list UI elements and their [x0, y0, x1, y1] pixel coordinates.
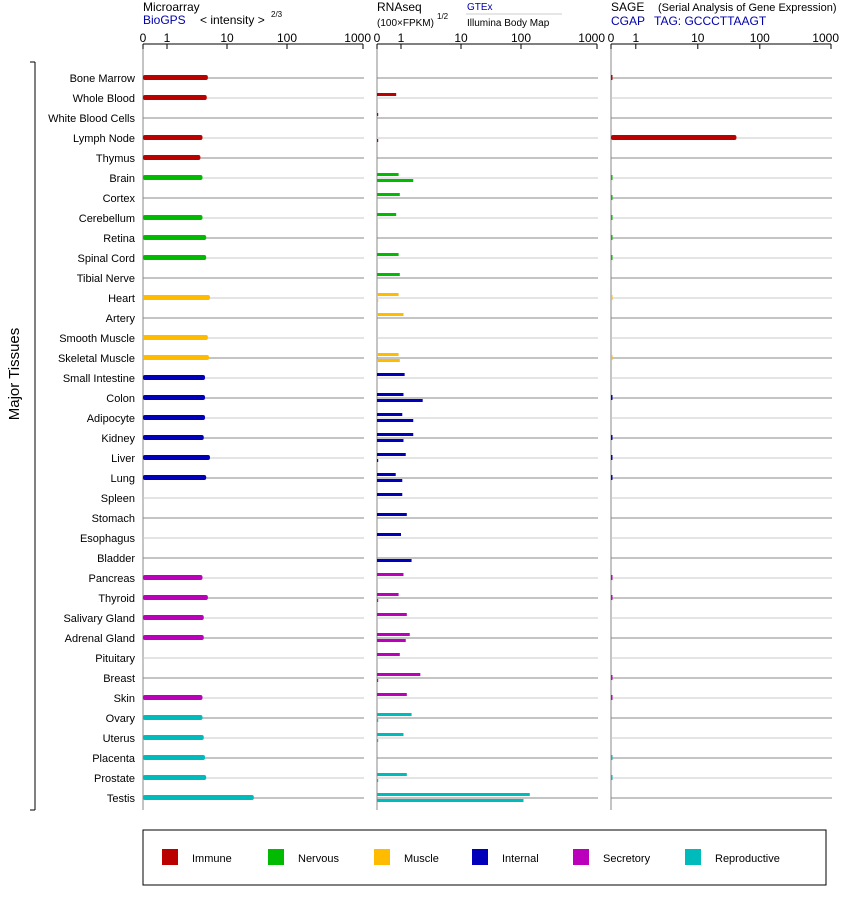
- microarray-bar: [143, 715, 202, 720]
- rnaseq-gtex-bar: [377, 713, 412, 716]
- tissue-label: Testis: [106, 793, 135, 805]
- tissue-label: Heart: [108, 293, 135, 305]
- rnaseq-tick-label: 1000: [578, 31, 605, 45]
- microarray-bar: [143, 255, 206, 260]
- rnaseq-source-gtex: GTEx: [467, 2, 493, 13]
- tissue-label: Tibial Nerve: [76, 273, 135, 285]
- sage-bar: [611, 475, 613, 480]
- microarray-bar: [143, 695, 202, 700]
- microarray-bar: [143, 755, 205, 760]
- rnaseq-gtex-bar: [377, 393, 403, 396]
- rnaseq-bodymap-bar: [377, 419, 413, 422]
- rnaseq-gtex-bar: [377, 793, 530, 796]
- rnaseq-gtex-bar: [377, 113, 378, 116]
- rnaseq-gtex-bar: [377, 733, 403, 736]
- microarray-tick-label: 0: [139, 31, 147, 45]
- sage-tick-label: 1: [632, 31, 640, 45]
- rnaseq-bodymap-bar: [377, 359, 400, 362]
- rnaseq-gtex-bar: [377, 213, 396, 216]
- microarray-bar: [143, 595, 208, 600]
- rnaseq-gtex-bar: [377, 573, 403, 576]
- rnaseq-gtex-bar: [377, 173, 399, 176]
- rnaseq-gtex-bar: [377, 93, 396, 96]
- microarray-bar: [143, 355, 209, 360]
- tissue-label: Skin: [113, 693, 135, 705]
- y-axis-label: Major Tissues: [6, 327, 23, 421]
- rnaseq-bodymap-bar: [377, 719, 378, 722]
- tissue-label: Ovary: [105, 713, 135, 725]
- rnaseq-bodymap-bar: [377, 439, 403, 442]
- tissue-label: Lung: [110, 473, 135, 485]
- rnaseq-bodymap-bar: [377, 739, 378, 742]
- microarray-bar: [143, 795, 254, 800]
- microarray-bar: [143, 475, 206, 480]
- tissue-label: Esophagus: [79, 533, 135, 545]
- sage-bar: [611, 455, 613, 460]
- microarray-bar: [143, 735, 204, 740]
- microarray-bar: [143, 415, 205, 420]
- rnaseq-gtex-bar: [377, 493, 402, 496]
- microarray-bar: [143, 235, 206, 240]
- rnaseq-bodymap-bar: [377, 179, 413, 182]
- sage-bar: [611, 75, 613, 80]
- microarray-unit: < intensity >: [200, 13, 265, 27]
- rnaseq-source-bodymap: Illumina Body Map: [467, 18, 550, 29]
- microarray-bar: [143, 95, 207, 100]
- rnaseq-gtex-bar: [377, 773, 407, 776]
- rnaseq-gtex-bar: [377, 273, 400, 276]
- tissue-label: White Blood Cells: [48, 113, 135, 125]
- microarray-source: BioGPS: [143, 13, 186, 27]
- legend: [162, 849, 780, 865]
- sage-tick-label: 100: [749, 31, 770, 45]
- tissue-label: Spinal Cord: [77, 253, 135, 265]
- microarray-bar: [143, 295, 210, 300]
- rnaseq-gtex-bar: [377, 433, 413, 436]
- tissue-label: Artery: [105, 313, 135, 325]
- tissue-label: Stomach: [91, 513, 135, 525]
- rnaseq-gtex-bar: [377, 533, 401, 536]
- rnaseq-bodymap-bar: [377, 599, 378, 602]
- microarray-tick-label: 10: [220, 31, 234, 45]
- tissue-label: Placenta: [92, 753, 135, 765]
- sage-bar: [611, 135, 736, 140]
- sage-tag: TAG: GCCCTTAAGT: [654, 14, 767, 28]
- rnaseq-gtex-bar: [377, 413, 402, 416]
- rnaseq-gtex-bar: [377, 453, 406, 456]
- legend-label-immune: Immune: [192, 853, 232, 865]
- rnaseq-gtex-bar: [377, 633, 410, 636]
- microarray-bar: [143, 435, 204, 440]
- rnaseq-gtex-bar: [377, 293, 399, 296]
- x-axes: [140, 31, 840, 810]
- microarray-tick-label: 1: [163, 31, 171, 45]
- sage-bar: [611, 215, 613, 220]
- microarray-bar: [143, 395, 205, 400]
- sage-tick-label: 10: [691, 31, 705, 45]
- tissue-label: Adrenal Gland: [64, 633, 135, 645]
- rnaseq-gtex-bar: [377, 513, 407, 516]
- legend-swatch-immune: [162, 849, 178, 865]
- sage-tick-label: 1000: [812, 31, 839, 45]
- rnaseq-gtex-bar: [377, 593, 399, 596]
- legend-label-reproductive: Reproductive: [715, 853, 780, 865]
- rnaseq-bodymap-bar: [377, 399, 423, 402]
- row-lines: [143, 78, 832, 798]
- rnaseq-bodymap-bar: [377, 559, 412, 562]
- rnaseq-unit-exponent: 1/2: [437, 12, 449, 21]
- microarray-bar: [143, 575, 202, 580]
- tissue-label: Retina: [103, 233, 135, 245]
- microarray-bar: [143, 455, 210, 460]
- rnaseq-gtex-bar: [377, 653, 400, 656]
- rnaseq-bodymap-bar: [377, 639, 406, 642]
- tissue-label: Salivary Gland: [63, 613, 135, 625]
- microarray-bar: [143, 375, 205, 380]
- tissue-label: Colon: [106, 393, 135, 405]
- microarray-bar: [143, 775, 206, 780]
- tissue-label: Cerebellum: [78, 213, 135, 225]
- microarray-title: Microarray: [143, 0, 200, 14]
- tissue-label: Liver: [111, 453, 135, 465]
- microarray-bar: [143, 155, 200, 160]
- rnaseq-tick-label: 100: [510, 31, 532, 45]
- rnaseq-gtex-bar: [377, 373, 405, 376]
- rnaseq-gtex-bar: [377, 673, 420, 676]
- rnaseq-gtex-bar: [377, 353, 399, 356]
- sage-bar: [611, 195, 613, 200]
- rnaseq-gtex-bar: [377, 693, 407, 696]
- tissue-label: Thyroid: [98, 593, 135, 605]
- sage-bar: [611, 235, 613, 240]
- rnaseq-gtex-bar: [377, 613, 407, 616]
- rnaseq-tick-label: 10: [454, 31, 468, 45]
- sage-bar: [611, 395, 613, 400]
- legend-swatch-internal: [472, 849, 488, 865]
- tissue-label: Lymph Node: [73, 133, 135, 145]
- rnaseq-bodymap-bar: [377, 779, 378, 782]
- rnaseq-bodymap-bar: [377, 459, 378, 462]
- microarray-bar: [143, 615, 204, 620]
- tissue-label: Brain: [109, 173, 135, 185]
- sage-bar: [611, 175, 613, 180]
- tissue-label: Pancreas: [88, 573, 135, 585]
- legend-label-muscle: Muscle: [404, 853, 439, 865]
- rnaseq-bodymap-bar: [377, 679, 378, 682]
- sage-bar: [611, 255, 613, 260]
- legend-swatch-secretory: [573, 849, 589, 865]
- tissue-label: Skeletal Muscle: [57, 353, 135, 365]
- legend-label-internal: Internal: [502, 853, 539, 865]
- tissue-label: Spleen: [100, 493, 135, 505]
- rnaseq-gtex-bar: [377, 473, 396, 476]
- rnaseq-bodymap-bar: [377, 479, 402, 482]
- microarray-bar: [143, 135, 202, 140]
- tissue-label: Adipocyte: [86, 413, 135, 425]
- sage-bar: [611, 295, 613, 300]
- tissue-label: Kidney: [101, 433, 135, 445]
- sage-bar: [611, 695, 613, 700]
- microarray-unit-exponent: 2/3: [271, 10, 283, 19]
- tissue-label: Smooth Muscle: [59, 333, 135, 345]
- sage-source: CGAP: [611, 14, 646, 28]
- tissue-label: Cortex: [102, 193, 135, 205]
- sage-title: SAGE: [611, 0, 645, 14]
- legend-label-nervous: Nervous: [298, 853, 339, 865]
- tissue-label: Whole Blood: [72, 93, 135, 105]
- rnaseq-tick-label: 0: [373, 31, 381, 45]
- rnaseq-bodymap-bar: [377, 139, 378, 142]
- legend-swatch-reproductive: [685, 849, 701, 865]
- tissue-label: Thymus: [95, 153, 135, 165]
- rnaseq-title: RNAseq: [377, 0, 422, 14]
- tissue-label: Uterus: [102, 733, 135, 745]
- sage-bar: [611, 355, 613, 360]
- legend-label-secretory: Secretory: [603, 853, 651, 865]
- rnaseq-bodymap-bar: [377, 299, 378, 302]
- sage-bar: [611, 755, 613, 760]
- sage-bar: [611, 675, 613, 680]
- rnaseq-gtex-bar: [377, 253, 399, 256]
- rnaseq-gtex-bar: [377, 313, 403, 316]
- microarray-tick-label: 100: [276, 31, 298, 45]
- sage-subtitle: (Serial Analysis of Gene Expression): [658, 2, 837, 14]
- legend-swatch-nervous: [268, 849, 284, 865]
- microarray-tick-label: 1000: [344, 31, 371, 45]
- tissue-label: Bladder: [97, 553, 135, 565]
- tissue-labels: [48, 73, 136, 805]
- rnaseq-gtex-bar: [377, 193, 400, 196]
- rnaseq-unit: (100×FPKM): [377, 18, 434, 29]
- sage-tick-label: 0: [607, 31, 615, 45]
- tissue-label: Prostate: [94, 773, 135, 785]
- sage-bar: [611, 775, 613, 780]
- sage-bar: [611, 595, 613, 600]
- sage-bar: [611, 435, 613, 440]
- microarray-bar: [143, 75, 208, 80]
- sage-bar: [611, 575, 613, 580]
- microarray-bar: [143, 635, 204, 640]
- microarray-bar: [143, 215, 202, 220]
- tissue-label: Small Intestine: [62, 373, 135, 385]
- rnaseq-tick-label: 1: [397, 31, 405, 45]
- tissue-label: Breast: [103, 673, 135, 685]
- tissue-label: Bone Marrow: [69, 73, 135, 85]
- microarray-bar: [143, 175, 202, 180]
- tissue-label: Pituitary: [95, 653, 135, 665]
- microarray-bar: [143, 335, 208, 340]
- rnaseq-bodymap-bar: [377, 799, 523, 802]
- y-axis-bracket: [30, 62, 35, 810]
- legend-swatch-muscle: [374, 849, 390, 865]
